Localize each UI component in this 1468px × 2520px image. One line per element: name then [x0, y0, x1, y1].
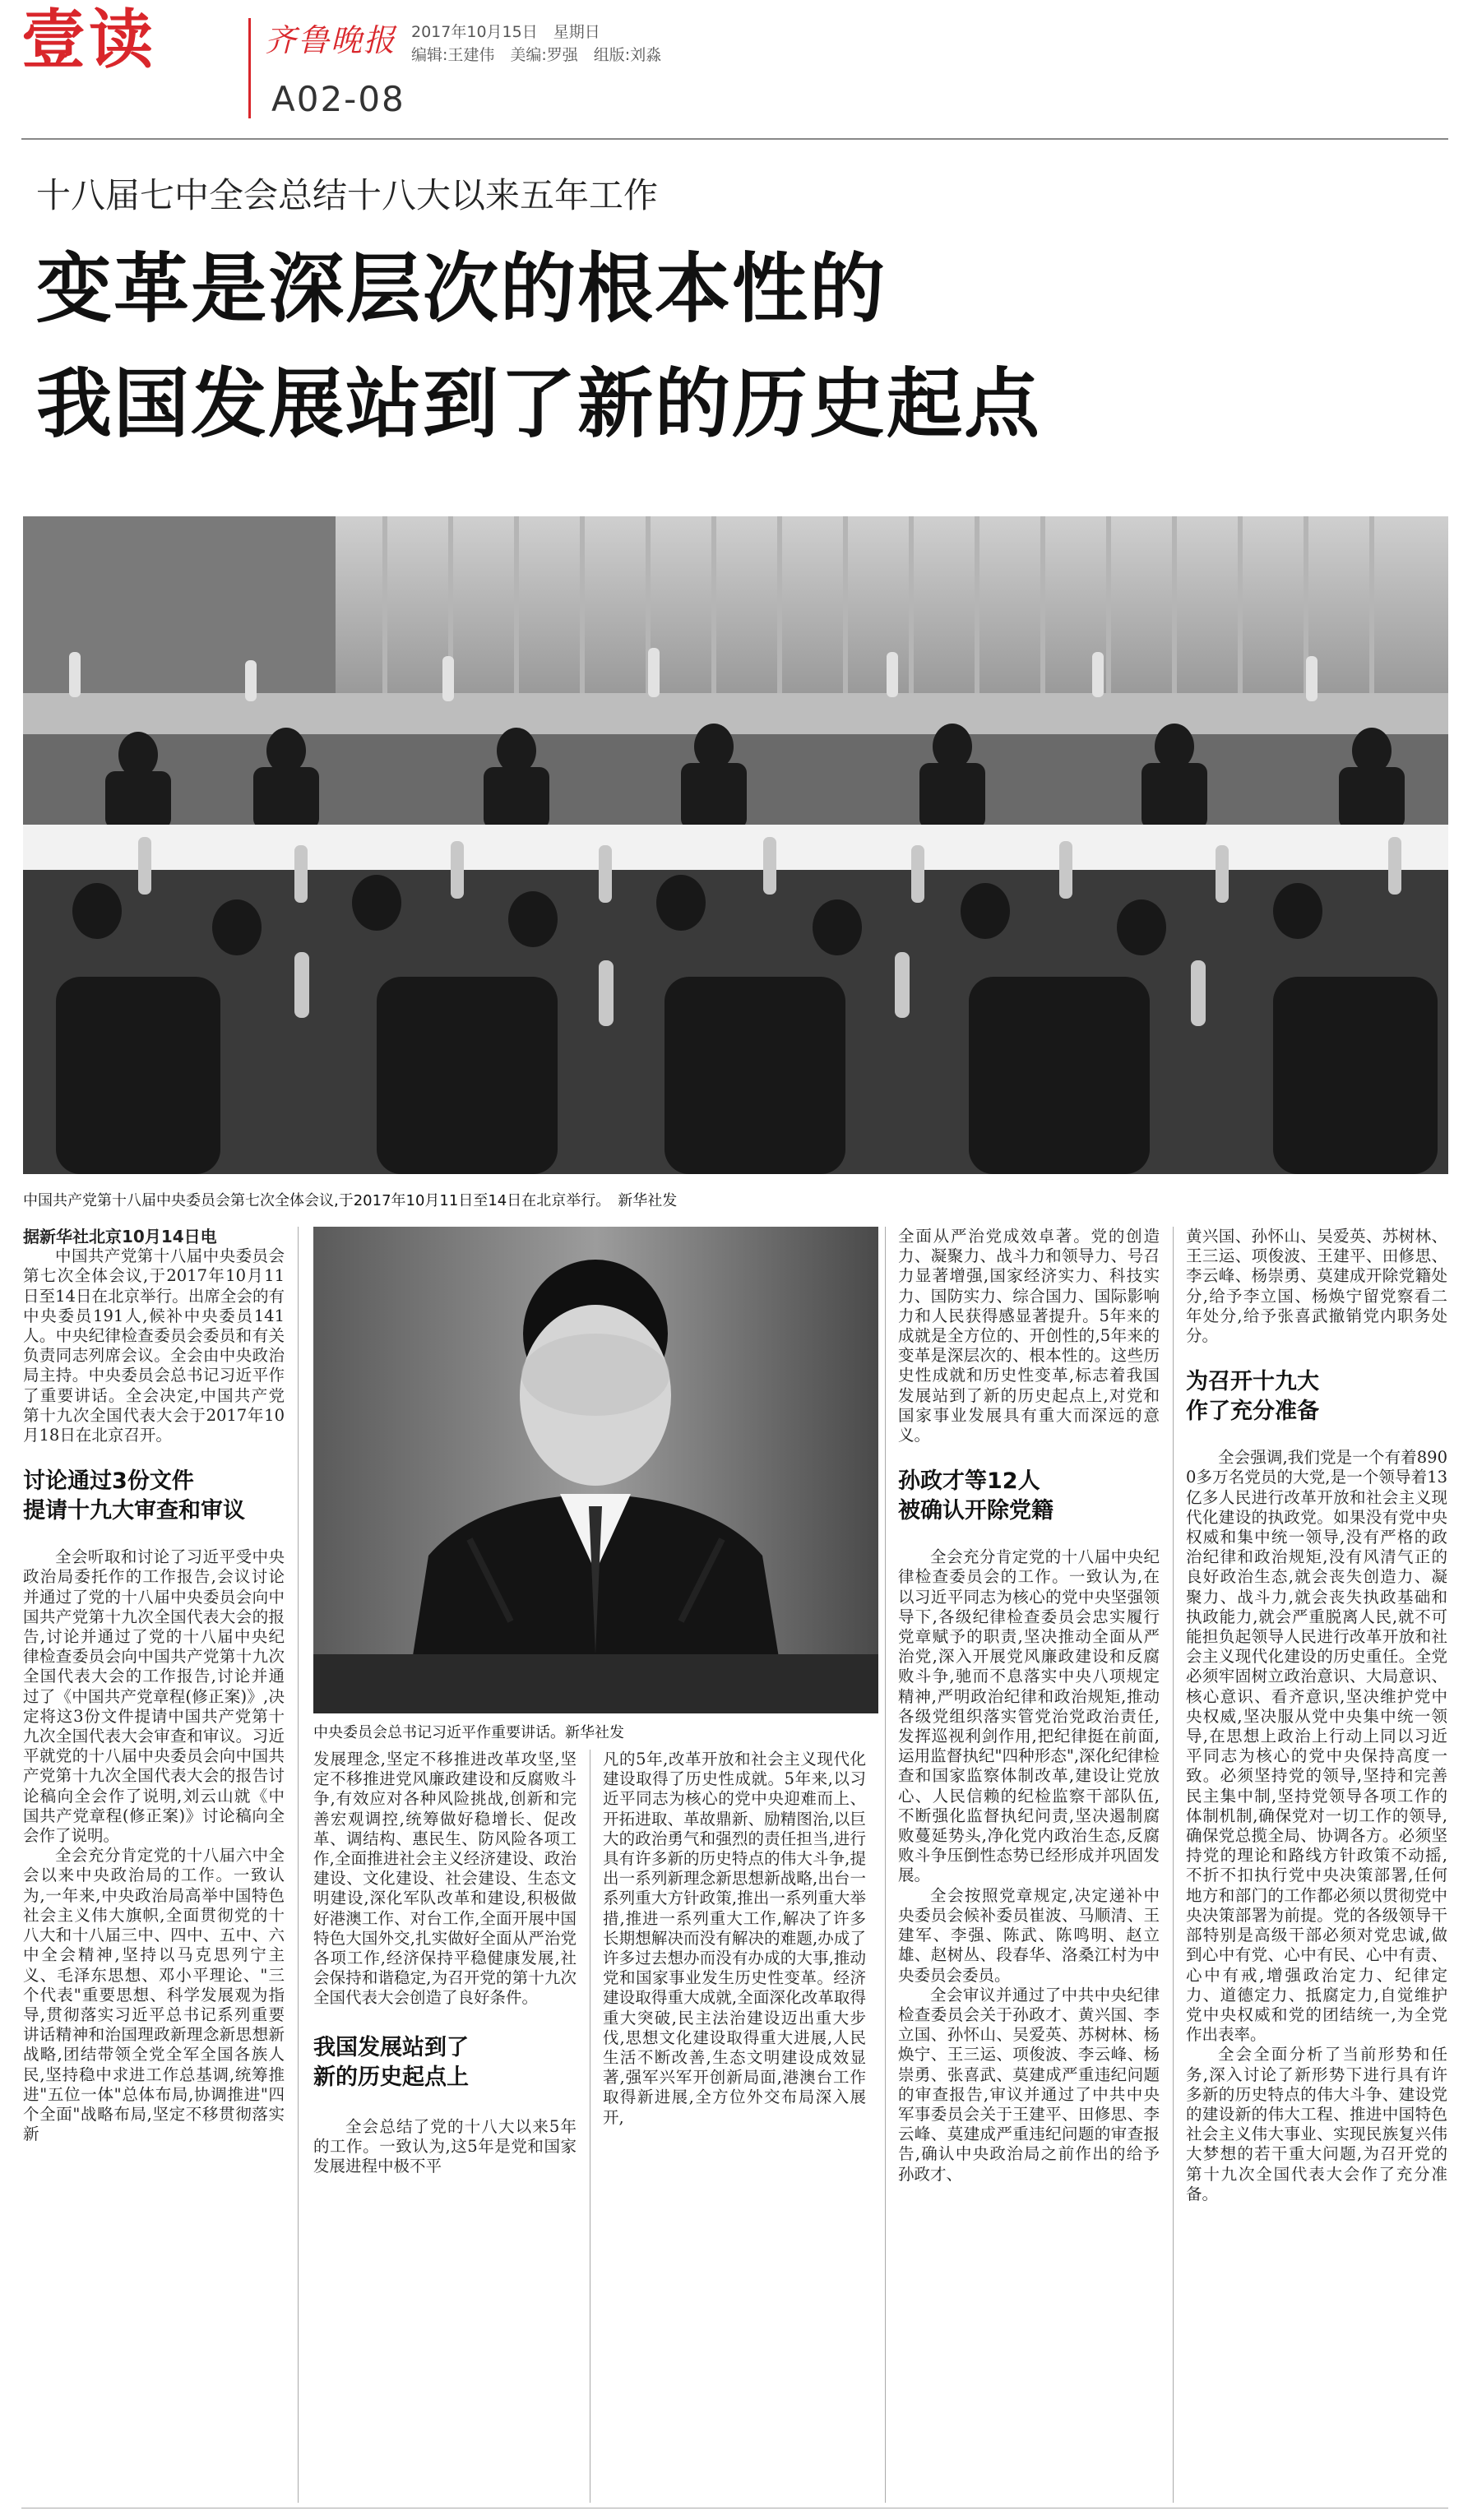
- article-column-2: [313, 1750, 577, 2503]
- subheading: 孙政才等12人 被确认开除党籍: [898, 1468, 1054, 1524]
- column-divider: [1173, 1227, 1174, 2503]
- article-paragraph: 全会充分肯定党的十八届六中全会以来中央政治局的工作。一致认为,一年来,中央政治局高举中国特色社会主义伟大旗帜,全面贯彻党的十八大和十八届三中、四中、五中、六中全会精神,坚持以马克思列宁主义、毛泽东思想、邓小平理论、"三个代表"重要思想、科学发展观为指导,贯彻落实习近平总书记系列重要讲话精神和治国理政新理念新思想新战略,团结带领全党全军全国各族人民,坚持稳中求进工作总基调,统筹推进"五位一体"总体布局,协调推进"四个全面"战略布局,坚定不移贯彻落实新: [23, 1846, 285, 2144]
- article-paragraph: 发展理念,坚定不移推进改革攻坚,坚定不移推进党风廉政建设和反腐败斗争,有效应对各种风险挑战,创新和完善宏观调控,统筹做好稳增长、促改革、调结构、惠民生、防风险各项工作,全面推进社会主义经济建设、政治建设、文化建设、社会建设、生态文明建设,深化军队改革和建设,积极做好港澳工作、对台工作,全面开展中国特色大国外交,扎实做好全面从严治党各项工作,经济保持平稳健康发展,社会保持和谐稳定,为召开党的第十九次全国代表大会创造了良好条件。: [313, 1750, 577, 2008]
- issue-date: 2017年10月15日 星期日: [411, 23, 600, 41]
- editor-credits: 编辑:王建伟 美编:罗强 组版:刘淼: [411, 46, 662, 64]
- portrait-caption: 中央委员会总书记习近平作重要讲话。新华社发: [313, 1724, 624, 1741]
- article-paragraph: 全会按照党章规定,决定递补中央委员会候补委员崔波、马顺清、王建军、李强、陈武、陈鸣明、赵立雄、赵树丛、段春华、洛桑江村为中央委员会委员。: [898, 1885, 1160, 1985]
- article-paragraph: 中国共产党第十八届中央委员会第七次全体会议,于2017年10月11日至14日在北京举行。出席全会的有中央委员191人,候补中央委员141人。中央纪律检查委员会委员和有关负责同志列席会议。全会由中央政治局主持。中央委员会总书记习近平作了重要讲话。全会决定,中国共产党第十九次全国代表大会于2017年10月18日在北京召开。: [23, 1246, 285, 1445]
- article-paragraph: 全会充分肯定党的十八届中央纪律检查委员会的工作。一致认为,在以习近平同志为核心的党中央坚强领导下,各级纪律检查委员会忠实履行党章赋予的职责,坚决推动全面从严治党,深入开展党风廉政建设和反腐败斗争,驰而不息落实中央八项规定精神,严明政治纪律和政治规矩,推动各级党组织落实管党治党政治责任,发挥巡视利剑作用,把纪律挺在前面,运用监督执纪"四种形态",深化纪律检查和国家监察体制改革,建设让党放心、人民信赖的纪检监察干部队伍,不断强化监督执纪问责,坚决遏制腐败蔓延势头,净化党内政治生态,反腐败斗争压倒性态势已经形成并巩固发展。: [898, 1547, 1160, 1885]
- subheading: 我国发展站到了 新的历史起点上: [313, 2034, 469, 2090]
- article-paragraph: 全会全面分析了当前形势和任务,深入讨论了新形势下进行具有许多新的历史特点的伟大斗争、建设党的建设新的伟大工程、推进中国特色社会主义伟大事业、实现民族复兴伟大梦想的若干重大问题,为召开党的第十九次全国代表大会作了充分准备。: [1186, 2045, 1447, 2203]
- article-paragraph: 全会总结了党的十八大以来5年的工作。一致认为,这5年是党和国家发展进程中极不平: [313, 2116, 577, 2176]
- article-paragraph: 全会强调,我们党是一个有着8900多万名党员的大党,是一个领导着13亿多人民进行改革开放和社会主义现代化建设的执政党。如果没有党中央权威和集中统一领导,没有严格的政治纪律和政治规矩,没有风清气正的良好政治生态,就会丧失创造力、凝聚力、战斗力,就会丧失执政基础和执政能力,就会严重脱离人民,就不可能担负起领导人民进行改革开放和社会主义现代化建设的历史重任。全党必须牢固树立政治意识、大局意识、核心意识、看齐意识,坚决维护党中央权威,坚决服从党中央集中统一领导,在思想上政治上行动上同以习近平同志为核心的党中央保持高度一致。必须坚持党的领导,坚持和完善民主集中制,坚持党领导各项工作的体制机制,确保党对一切工作的领导,确保党总揽全局、协调各方。必须坚持党的理论和路线方针政策不动摇,不折不扣执行党中央决策部署,任何地方和部门的工作都必须以贯彻党中央决策部署为前提。党的各级领导干部特别是高级干部必须对党忠诚,做到心中有党、心中有民、心中有责、心中有戒,增强政治定力、纪律定力、道德定力、抵腐定力,自觉维护党中央权威和党的团结统一,为全党作出表率。: [1186, 1448, 1447, 2045]
- newspaper-logo: 齐鲁晚报: [265, 22, 397, 58]
- article-paragraph: 黄兴国、孙怀山、吴爱英、苏树林、王三运、项俊波、王建平、田修思、李云峰、杨崇勇、莫建成开除党籍处分,给予李立国、杨焕宁留党察看二年处分,给予张喜武撤销党内职务处分。: [1186, 1227, 1447, 1346]
- article-column-5: [1186, 1227, 1447, 2503]
- main-headline-line2: 我国发展站到了新的历史起点: [36, 360, 1042, 448]
- subheading: 为召开十九大 作了充分准备: [1186, 1369, 1319, 1425]
- article-paragraph: 凡的5年,改革开放和社会主义现代化建设取得了历史性成就。5年来,以习近平同志为核心的党中央迎难而上、开拓进取、革故鼎新、励精图治,以巨大的政治勇气和强烈的责任担当,进行具有许多新的历史特点的伟大斗争,提出一系列新理念新思想新战略,出台一系列重大方针政策,推出一系列重大举措,推进一系列重大工作,解决了许多长期想解决而没有解决的难题,办成了许多过去想办而没有办成的大事,推动党和国家事业发生历史性变革。经济建设取得重大成就,全面深化改革取得重大突破,民主法治建设迈出重大步伐,思想文化建设取得重大进展,人民生活不断改善,生态文明建设成效显著,强军兴军开创新局面,港澳台工作取得新进展,全方位外交布局深入展开,: [603, 1750, 866, 2127]
- main-photo-caption: 中国共产党第十八届中央委员会第七次全体会议,于2017年10月11日至14日在北京举行。 新华社发: [23, 1192, 678, 1209]
- page-number: A02-08: [271, 79, 405, 119]
- section-title: 壹读: [21, 3, 157, 77]
- column-divider: [298, 1227, 299, 2503]
- article-column-1: [23, 1227, 285, 2503]
- masthead-rule: [21, 138, 1448, 140]
- subheading: 讨论通过3份文件 提请十九大审查和审议: [23, 1468, 245, 1524]
- article-paragraph: 全会审议并通过了中共中央纪律检查委员会关于孙政才、黄兴国、李立国、孙怀山、吴爱英、苏树林、杨焕宁、王三运、项俊波、李云峰、杨崇勇、张喜武、莫建成严重违纪问题的审查报告,审议并通过了中共中央军事委员会关于王建平、田修思、李云峰、莫建成严重违纪问题的审查报告,确认中央政治局之前作出的给予孙政才、: [898, 1985, 1160, 2184]
- masthead-divider: [248, 18, 251, 118]
- column-divider: [885, 1227, 886, 2503]
- plenary-session-photo: [23, 516, 1448, 1174]
- article-column-3: [603, 1750, 866, 2503]
- kicker-headline: 十八届七中全会总结十八大以来五年工作: [36, 175, 659, 215]
- dateline: 据新华社北京10月14日电: [23, 1227, 217, 1246]
- article-paragraph: 全会听取和讨论了习近平受中央政治局委托作的工作报告,会议讨论并通过了党的十八届中央委员会向中国共产党第十九次全国代表大会的报告,讨论并通过了党的十八届中央纪律检查委员会向中国共产党第十九次全国代表大会的工作报告,讨论并通过了《中国共产党章程(修正案)》,决定将这3份文件提请中国共产党第十九次全国代表大会审查和审议。习近平就党的十八届中央委员会向中国共产党第十九次全国代表大会的报告讨论稿向全会作了说明,刘云山就《中国共产党章程(修正案)》讨论稿向全会作了说明。: [23, 1547, 285, 1846]
- speaker-portrait-photo: [313, 1227, 878, 1713]
- article-paragraph: 全面从严治党成效卓著。党的创造力、凝聚力、战斗力和领导力、号召力显著增强,国家经济实力、科技实力、国防实力、综合国力、国际影响力和人民获得感显著提升。5年来的成就是全方位的、开创性的,5年来的变革是深层次的、根本性的。这些历史性成就和历史性变革,标志着我国发展站到了新的历史起点上,对党和国家事业发展具有重大而深远的意义。: [898, 1227, 1160, 1445]
- main-headline-line1: 变革是深层次的根本性的: [36, 245, 887, 333]
- article-column-4: [898, 1227, 1160, 2503]
